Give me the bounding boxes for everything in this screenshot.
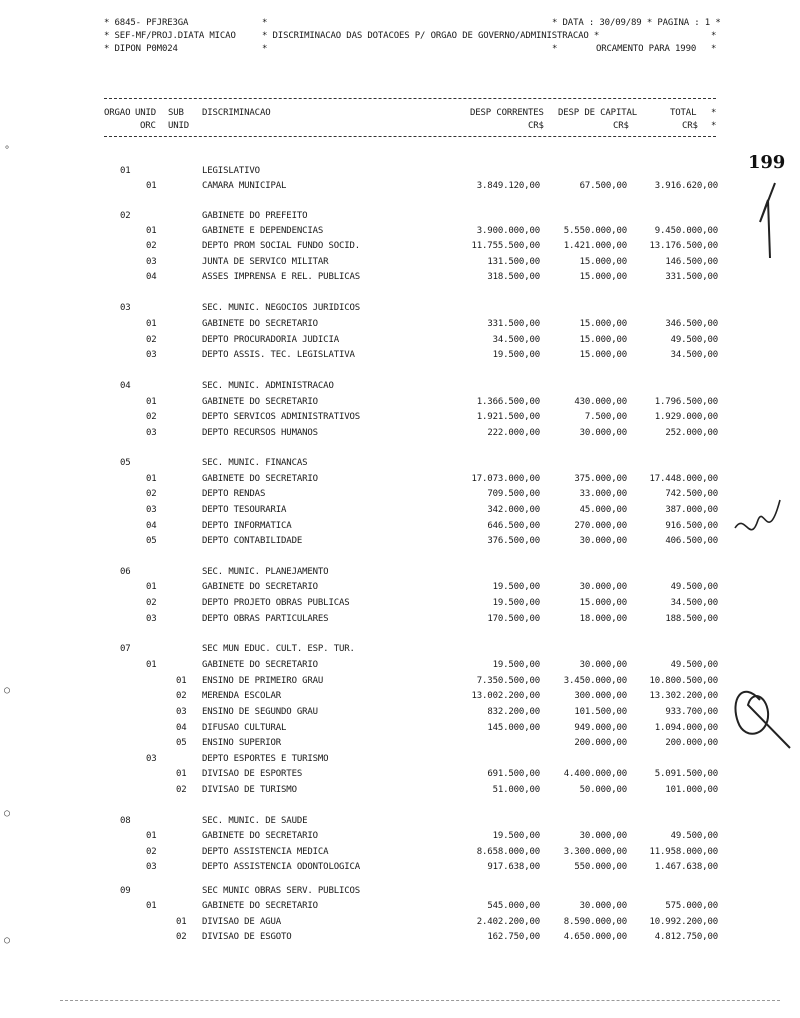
margin-dot: ○: [4, 685, 10, 696]
discriminacao: DEPTO INFORMATICA: [202, 521, 292, 531]
discriminacao: DEPTO PROJETO OBRAS PUBLICAS: [202, 598, 350, 608]
desp-capital-value: 101.500,00: [574, 707, 627, 717]
total-value: 387.000,00: [665, 505, 718, 515]
total-value: 49.500,00: [670, 582, 718, 592]
table-row: [0, 225, 800, 237]
unidade-code: 01: [146, 181, 157, 191]
table-row: [0, 396, 800, 408]
col-desp-capital-unit: CR$: [613, 121, 629, 131]
table-row: [0, 380, 800, 392]
table-row: [0, 722, 800, 734]
total-value: 575.000,00: [665, 901, 718, 911]
total-value: 9.450.000,00: [654, 226, 718, 236]
desp-correntes-value: 222.000,00: [487, 428, 540, 438]
discriminacao: GABINETE E DEPENDENCIAS: [202, 226, 324, 236]
desp-capital-value: 30.000,00: [579, 660, 627, 670]
table-row: [0, 675, 800, 687]
desp-correntes-value: 7.350.500,00: [476, 676, 540, 686]
table-row: [0, 916, 800, 928]
desp-correntes-value: 8.658.000,00: [476, 847, 540, 857]
desp-correntes-value: 19.500,00: [492, 660, 540, 670]
total-value: 146.500,00: [665, 257, 718, 267]
total-value: 17.448.000,00: [649, 474, 718, 484]
desp-capital-value: 430.000,00: [574, 397, 627, 407]
total-value: 13.302.200,00: [649, 691, 718, 701]
total-value: 1.467.638,00: [654, 862, 718, 872]
subunidade-code: 01: [176, 676, 187, 686]
desp-capital-value: 3.450.000,00: [563, 676, 627, 686]
discriminacao: GABINETE DO SECRETARIO: [202, 319, 318, 329]
desp-correntes-value: 162.750,00: [487, 932, 540, 942]
orgao-code: 08: [120, 816, 131, 826]
table-row: [0, 240, 800, 252]
col-desp-capital: DESP DE CAPITAL: [558, 108, 638, 118]
unidade-code: 01: [146, 660, 157, 670]
total-value: 10.992.200,00: [649, 917, 718, 927]
desp-correntes-value: 709.500,00: [487, 489, 540, 499]
table-row: [0, 861, 800, 873]
table-row: [0, 846, 800, 858]
desp-capital-value: 4.650.000,00: [563, 932, 627, 942]
unidade-code: 03: [146, 614, 157, 624]
desp-correntes-value: 342.000,00: [487, 505, 540, 515]
desp-correntes-value: 19.500,00: [492, 350, 540, 360]
table-row: [0, 753, 800, 765]
discriminacao: GABINETE DO PREFEITO: [202, 211, 308, 221]
desp-capital-value: 15.000,00: [579, 257, 627, 267]
subunidade-code: 01: [176, 917, 187, 927]
discriminacao: GABINETE DO SECRETARIO: [202, 474, 318, 484]
desp-correntes-value: 832.200,00: [487, 707, 540, 717]
discriminacao: DEPTO ASSISTENCIA MEDICA: [202, 847, 329, 857]
discriminacao: DEPTO PROM SOCIAL FUNDO SOCID.: [202, 241, 361, 251]
desp-correntes-value: 19.500,00: [492, 831, 540, 841]
desp-correntes-value: 11.755.500,00: [471, 241, 540, 251]
table-row: [0, 271, 800, 283]
table-row: [0, 643, 800, 655]
table-row: [0, 427, 800, 439]
header-star: *: [262, 18, 268, 28]
table-row: [0, 535, 800, 547]
unidade-code: 01: [146, 397, 157, 407]
desp-correntes-value: 2.402.200,00: [476, 917, 540, 927]
desp-correntes-value: 170.500,00: [487, 614, 540, 624]
table-row: [0, 885, 800, 897]
table-row: [0, 473, 800, 485]
table-row: [0, 180, 800, 192]
total-value: 1.094.000,00: [654, 723, 718, 733]
desp-capital-value: 300.000,00: [574, 691, 627, 701]
table-row: [0, 488, 800, 500]
header-star: *: [711, 31, 717, 41]
col-unid: UNID: [135, 108, 157, 118]
desp-capital-value: 375.000,00: [574, 474, 627, 484]
table-row: [0, 613, 800, 625]
margin-dot: ○: [4, 808, 10, 819]
discriminacao: DEPTO ASSIS. TEC. LEGISLATIVA: [202, 350, 355, 360]
table-row: [0, 504, 800, 516]
discriminacao: DEPTO ESPORTES E TURISMO: [202, 754, 329, 764]
desp-correntes-value: 3.900.000,00: [476, 226, 540, 236]
discriminacao: DEPTO OBRAS PARTICULARES: [202, 614, 329, 624]
subunidade-code: 01: [176, 769, 187, 779]
desp-capital-value: 18.000,00: [579, 614, 627, 624]
total-value: 252.000,00: [665, 428, 718, 438]
total-value: 34.500,00: [670, 598, 718, 608]
discriminacao: DIVISAO DE AGUA: [202, 917, 282, 927]
header-line-3: * DIPON P0M024: [104, 44, 178, 54]
total-value: 101.000,00: [665, 785, 718, 795]
col-desp-correntes: DESP CORRENTES: [470, 108, 544, 118]
total-value: 5.091.500,00: [654, 769, 718, 779]
desp-correntes-value: 1.921.500,00: [476, 412, 540, 422]
desp-correntes-value: 1.366.500,00: [476, 397, 540, 407]
discriminacao: SEC. MUNIC. NEGOCIOS JURIDICOS: [202, 303, 361, 313]
discriminacao: GABINETE DO SECRETARIO: [202, 831, 318, 841]
discriminacao: JUNTA DE SERVICO MILITAR: [202, 257, 329, 267]
table-row: [0, 457, 800, 469]
desp-correntes-value: 318.500,00: [487, 272, 540, 282]
table-row: [0, 566, 800, 578]
discriminacao: ENSINO SUPERIOR: [202, 738, 282, 748]
report-date-page: * DATA : 30/09/89 * PAGINA : 1 *: [552, 18, 721, 28]
orgao-code: 02: [120, 211, 131, 221]
unidade-code: 05: [146, 536, 157, 546]
table-row: [0, 706, 800, 718]
report-title: * DISCRIMINACAO DAS DOTACOES P/ ORGAO DE GOVERNO/ADMINISTRACAO *: [262, 31, 600, 41]
discriminacao: DEPTO RENDAS: [202, 489, 266, 499]
unidade-code: 03: [146, 754, 157, 764]
total-value: 188.500,00: [665, 614, 718, 624]
desp-capital-value: 270.000,00: [574, 521, 627, 531]
table-row: [0, 581, 800, 593]
header-line-1: * 6845- PFJRE3GA: [104, 18, 189, 28]
unidade-code: 01: [146, 226, 157, 236]
unidade-code: 03: [146, 257, 157, 267]
desp-correntes-value: 19.500,00: [492, 598, 540, 608]
discriminacao: SEC. MUNIC. FINANCAS: [202, 458, 308, 468]
discriminacao: DEPTO TESOURARIA: [202, 505, 287, 515]
orgao-code: 06: [120, 567, 131, 577]
table-row: [0, 318, 800, 330]
discriminacao: DIVISAO DE ESPORTES: [202, 769, 303, 779]
desp-correntes-value: 145.000,00: [487, 723, 540, 733]
desp-correntes-value: 34.500,00: [492, 335, 540, 345]
discriminacao: DEPTO ASSISTENCIA ODONTOLOGICA: [202, 862, 361, 872]
discriminacao: DEPTO RECURSOS HUMANOS: [202, 428, 318, 438]
discriminacao: DIVISAO DE ESGOTO: [202, 932, 292, 942]
table-row: [0, 520, 800, 532]
table-row: [0, 256, 800, 268]
table-row: [0, 210, 800, 222]
discriminacao: MERENDA ESCOLAR: [202, 691, 282, 701]
header-star: *: [711, 44, 717, 54]
table-row: [0, 737, 800, 749]
desp-correntes-value: 917.638,00: [487, 862, 540, 872]
discriminacao: GABINETE DO SECRETARIO: [202, 901, 318, 911]
handwritten-page-number: 199: [748, 152, 786, 173]
subunidade-code: 05: [176, 738, 187, 748]
desp-correntes-value: 331.500,00: [487, 319, 540, 329]
subunidade-code: 02: [176, 691, 187, 701]
desp-correntes-value: 19.500,00: [492, 582, 540, 592]
desp-capital-value: 30.000,00: [579, 428, 627, 438]
col-star: *: [711, 121, 717, 131]
total-value: 200.000,00: [665, 738, 718, 748]
desp-capital-value: 30.000,00: [579, 536, 627, 546]
table-row: [0, 597, 800, 609]
desp-correntes-value: 646.500,00: [487, 521, 540, 531]
desp-capital-value: 45.000,00: [579, 505, 627, 515]
total-value: 49.500,00: [670, 335, 718, 345]
desp-capital-value: 15.000,00: [579, 335, 627, 345]
table-row: [0, 690, 800, 702]
col-orc: ORC: [140, 121, 156, 131]
desp-capital-value: 550.000,00: [574, 862, 627, 872]
unidade-code: 01: [146, 831, 157, 841]
discriminacao: SEC MUN EDUC. CULT. ESP. TUR.: [202, 644, 355, 654]
unidade-code: 03: [146, 350, 157, 360]
discriminacao: SEC. MUNIC. ADMINISTRACAO: [202, 381, 334, 391]
unidade-code: 03: [146, 862, 157, 872]
table-row: [0, 784, 800, 796]
col-sub: SUB: [168, 108, 184, 118]
total-value: 11.958.000,00: [649, 847, 718, 857]
discriminacao: DEPTO PROCURADORIA JUDICIA: [202, 335, 339, 345]
total-value: 49.500,00: [670, 660, 718, 670]
desp-correntes-value: 691.500,00: [487, 769, 540, 779]
unidade-code: 01: [146, 319, 157, 329]
desp-correntes-value: 3.849.120,00: [476, 181, 540, 191]
total-value: 4.812.750,00: [654, 932, 718, 942]
orgao-code: 03: [120, 303, 131, 313]
discriminacao: SEC. MUNIC. DE SAUDE: [202, 816, 308, 826]
total-value: 331.500,00: [665, 272, 718, 282]
desp-correntes-value: 545.000,00: [487, 901, 540, 911]
table-row: [0, 165, 800, 177]
unidade-code: 02: [146, 489, 157, 499]
unidade-code: 02: [146, 847, 157, 857]
table-row: [0, 302, 800, 314]
unidade-code: 02: [146, 241, 157, 251]
desp-capital-value: 15.000,00: [579, 598, 627, 608]
desp-capital-value: 67.500,00: [579, 181, 627, 191]
desp-capital-value: 7.500,00: [584, 412, 627, 422]
total-value: 49.500,00: [670, 831, 718, 841]
discriminacao: ENSINO DE SEGUNDO GRAU: [202, 707, 318, 717]
discriminacao: DIFUSAO CULTURAL: [202, 723, 287, 733]
discriminacao: GABINETE DO SECRETARIO: [202, 660, 318, 670]
total-value: 933.700,00: [665, 707, 718, 717]
rule-footer: [60, 1000, 780, 1001]
budget-year: ORCAMENTO PARA 1990: [596, 44, 697, 54]
table-row: [0, 931, 800, 943]
total-value: 1.796.500,00: [654, 397, 718, 407]
desp-capital-value: 30.000,00: [579, 901, 627, 911]
col-star: *: [711, 108, 717, 118]
unidade-code: 03: [146, 428, 157, 438]
unidade-code: 01: [146, 474, 157, 484]
discriminacao: DIVISAO DE TURISMO: [202, 785, 297, 795]
unidade-code: 03: [146, 505, 157, 515]
total-value: 742.500,00: [665, 489, 718, 499]
unidade-code: 02: [146, 412, 157, 422]
col-total: TOTAL: [670, 108, 697, 118]
desp-capital-value: 50.000,00: [579, 785, 627, 795]
desp-correntes-value: 17.073.000,00: [471, 474, 540, 484]
discriminacao: LEGISLATIVO: [202, 166, 260, 176]
col-total-unit: CR$: [682, 121, 698, 131]
unidade-code: 04: [146, 521, 157, 531]
table-row: [0, 411, 800, 423]
discriminacao: GABINETE DO SECRETARIO: [202, 582, 318, 592]
total-value: 346.500,00: [665, 319, 718, 329]
desp-correntes-value: 13.002.200,00: [471, 691, 540, 701]
desp-capital-value: 15.000,00: [579, 350, 627, 360]
desp-capital-value: 1.421.000,00: [563, 241, 627, 251]
header-star: *: [262, 44, 268, 54]
orgao-code: 05: [120, 458, 131, 468]
unidade-code: 01: [146, 582, 157, 592]
total-value: 406.500,00: [665, 536, 718, 546]
orgao-code: 04: [120, 381, 131, 391]
total-value: 1.929.000,00: [654, 412, 718, 422]
subunidade-code: 02: [176, 932, 187, 942]
subunidade-code: 03: [176, 707, 187, 717]
orgao-code: 09: [120, 886, 131, 896]
discriminacao: SEC. MUNIC. PLANEJAMENTO: [202, 567, 329, 577]
discriminacao: GABINETE DO SECRETARIO: [202, 397, 318, 407]
unidade-code: 02: [146, 598, 157, 608]
table-row: [0, 815, 800, 827]
margin-dot: ○: [4, 935, 10, 946]
col-desp-correntes-unit: CR$: [528, 121, 544, 131]
desp-capital-value: 30.000,00: [579, 582, 627, 592]
desp-correntes-value: 376.500,00: [487, 536, 540, 546]
unidade-code: 02: [146, 335, 157, 345]
desp-capital-value: 15.000,00: [579, 272, 627, 282]
discriminacao: DEPTO CONTABILIDADE: [202, 536, 303, 546]
discriminacao: CAMARA MUNICIPAL: [202, 181, 287, 191]
col-orgao: ORGAO: [104, 108, 131, 118]
col-discriminacao: DISCRIMINACAO: [202, 108, 271, 118]
desp-capital-value: 33.000,00: [579, 489, 627, 499]
subunidade-code: 04: [176, 723, 187, 733]
total-value: 13.176.500,00: [649, 241, 718, 251]
table-row: [0, 900, 800, 912]
total-value: 916.500,00: [665, 521, 718, 531]
discriminacao: ENSINO DE PRIMEIRO GRAU: [202, 676, 324, 686]
table-row: [0, 334, 800, 346]
total-value: 10.800.500,00: [649, 676, 718, 686]
table-row: [0, 659, 800, 671]
desp-capital-value: 3.300.000,00: [563, 847, 627, 857]
unidade-code: 01: [146, 901, 157, 911]
desp-capital-value: 8.590.000,00: [563, 917, 627, 927]
header-star: *: [552, 44, 558, 54]
discriminacao: SEC MUNIC OBRAS SERV. PUBLICOS: [202, 886, 361, 896]
orgao-code: 07: [120, 644, 131, 654]
margin-dot: °: [4, 145, 10, 156]
col-unid-sub: UNID: [168, 121, 190, 131]
discriminacao: ASSES IMPRENSA E REL. PUBLICAS: [202, 272, 361, 282]
desp-capital-value: 15.000,00: [579, 319, 627, 329]
total-value: 34.500,00: [670, 350, 718, 360]
desp-capital-value: 30.000,00: [579, 831, 627, 841]
total-value: 3.916.620,00: [654, 181, 718, 191]
unidade-code: 04: [146, 272, 157, 282]
orgao-code: 01: [120, 166, 131, 176]
desp-correntes-value: 131.500,00: [487, 257, 540, 267]
desp-capital-value: 949.000,00: [574, 723, 627, 733]
desp-capital-value: 4.400.000,00: [563, 769, 627, 779]
desp-capital-value: 5.550.000,00: [563, 226, 627, 236]
desp-capital-value: 200.000,00: [574, 738, 627, 748]
desp-correntes-value: 51.000,00: [492, 785, 540, 795]
discriminacao: DEPTO SERVICOS ADMINISTRATIVOS: [202, 412, 361, 422]
subunidade-code: 02: [176, 785, 187, 795]
table-row: [0, 768, 800, 780]
header-line-2: * SEF-MF/PROJ.DIATA MICAO: [104, 31, 236, 41]
table-row: [0, 830, 800, 842]
table-row: [0, 349, 800, 361]
